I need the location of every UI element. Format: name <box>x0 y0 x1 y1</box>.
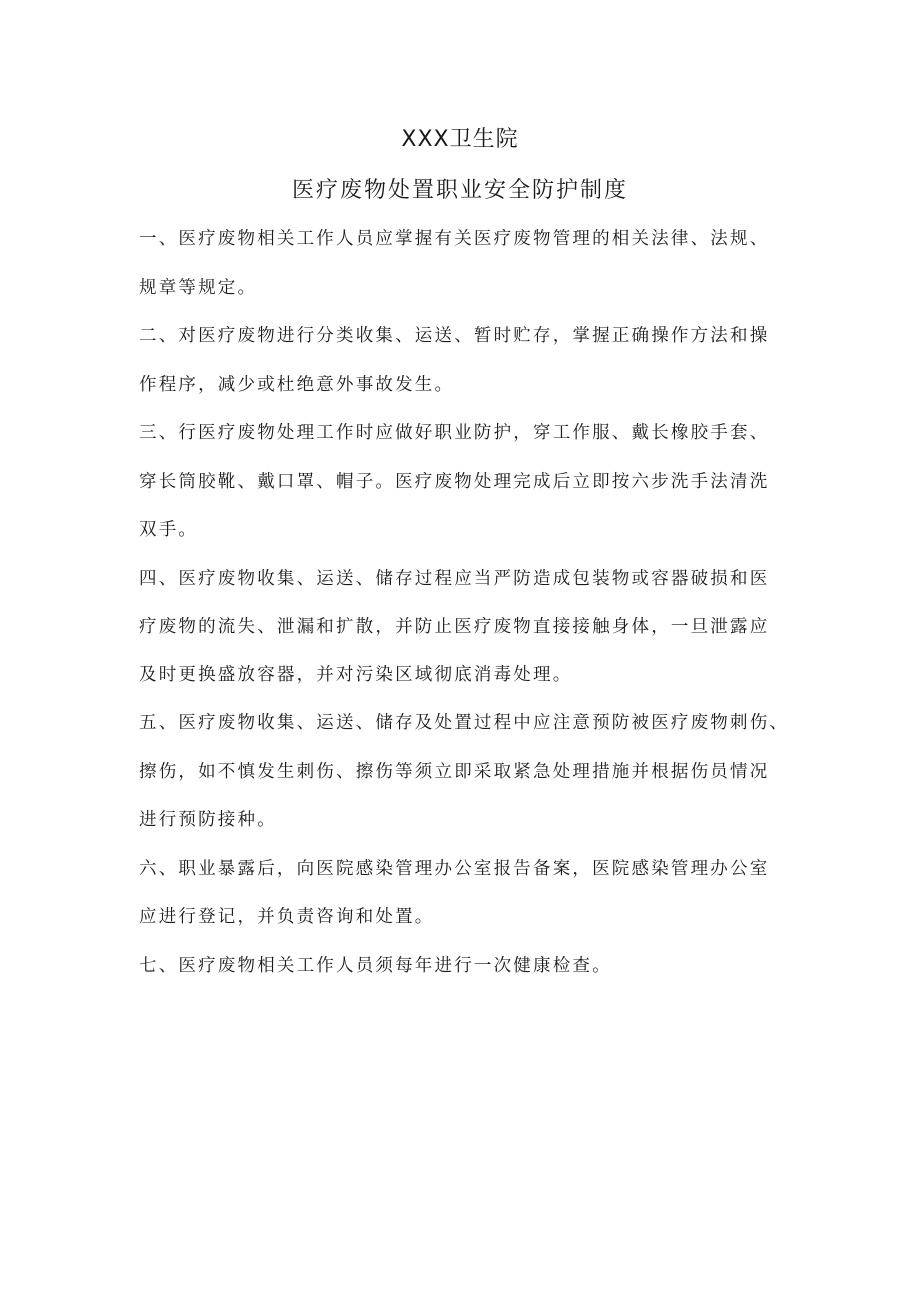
body-line: 六、职业暴露后，向医院感染管理办公室报告备案，医院感染管理办公室 <box>139 859 770 879</box>
body-line: 二、对医疗废物进行分类收集、运送、暂时贮存，掌握正确操作方法和操 <box>139 326 770 346</box>
body-line: 进行预防接种。 <box>139 810 277 830</box>
body-line: 应进行登记，并负责咨询和处置。 <box>139 907 435 927</box>
body-line: 作程序，减少或杜绝意外事故发生。 <box>139 375 455 395</box>
body-line: 擦伤，如不慎发生刺伤、擦伤等须立即采取紧急处理措施并根据伤员情况 <box>139 762 770 782</box>
body-line: 及时更换盛放容器，并对污染区域彻底消毒处理。 <box>139 665 573 685</box>
body-line: 疗废物的流失、泄漏和扩散，并防止医疗废物直接接触身体，一旦泄露应 <box>139 617 770 637</box>
body-line: 规章等规定。 <box>139 278 258 298</box>
organization-name: XXX卫生院 <box>401 127 519 152</box>
document-title: 医疗废物处置职业安全防护制度 <box>291 178 628 203</box>
body-line: 三、行医疗废物处理工作时应做好职业防护，穿工作服、戴长橡胶手套、 <box>139 423 770 443</box>
body-line: 四、医疗废物收集、运送、储存过程应当严防造成包装物或容器破损和医 <box>139 569 770 589</box>
body-line: 穿长筒胶靴、戴口罩、帽子。医疗废物处理完成后立即按六步洗手法清洗 <box>139 472 770 492</box>
body-line: 五、医疗废物收集、运送、储存及处置过程中应注意预防被医疗废物刺伤、 <box>139 713 790 733</box>
body-line: 七、医疗废物相关工作人员须每年进行一次健康检查。 <box>139 956 612 976</box>
body-line: 双手。 <box>139 520 199 540</box>
body-line: 一、医疗废物相关工作人员应掌握有关医疗废物管理的相关法律、法规、 <box>139 229 770 249</box>
